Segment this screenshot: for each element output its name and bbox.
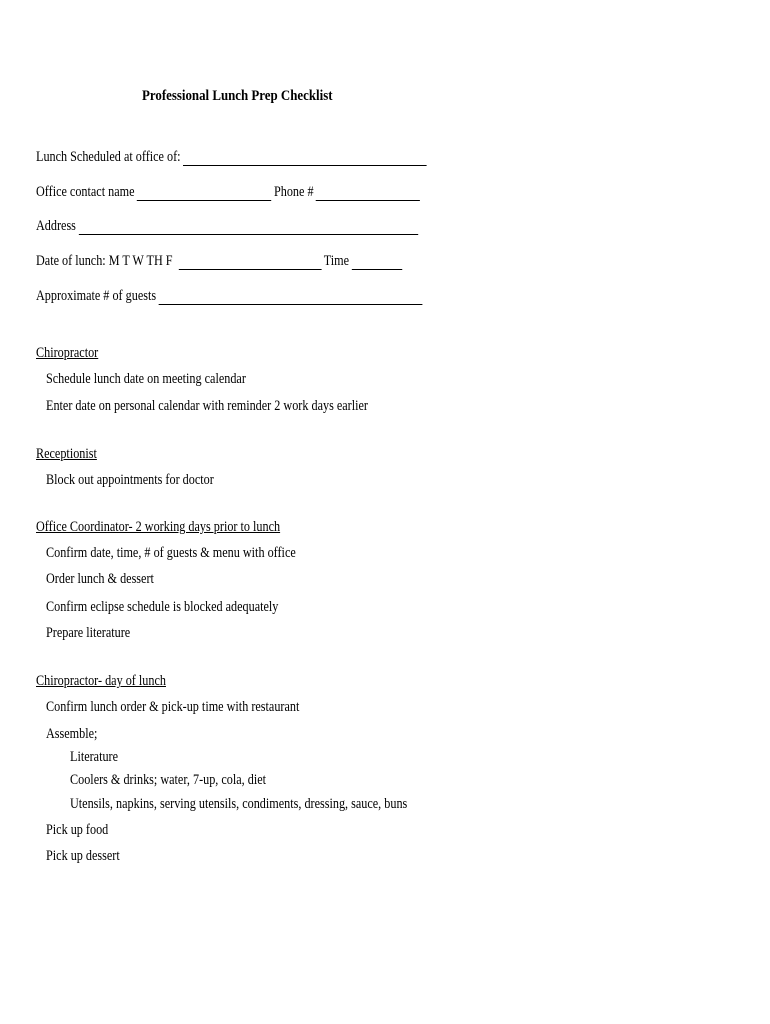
- sub-list-item: Coolers & drinks; water, 7-up, cola, diet: [70, 772, 267, 788]
- address-row: [36, 215, 420, 235]
- office-of-label: Lunch Scheduled at office of:: [36, 149, 181, 165]
- contact-name-label: Office contact name: [36, 184, 135, 200]
- phone-label: Phone #: [273, 184, 314, 200]
- list-item: Pick up food: [46, 822, 109, 838]
- office-of-row: [36, 146, 429, 166]
- guests-row: [36, 285, 425, 305]
- guests-label: Approximate # of guests: [36, 288, 157, 304]
- list-item: Assemble;: [46, 726, 98, 742]
- contact-name-blank[interactable]: [137, 186, 271, 201]
- sub-list-item: Utensils, napkins, serving utensils, condiments, dressing, sauce, buns: [70, 796, 408, 812]
- page-title: Professional Lunch Prep Checklist: [142, 88, 333, 104]
- time-blank[interactable]: [352, 255, 402, 270]
- address-label: Address: [36, 218, 76, 234]
- sub-list-item: Literature: [70, 749, 119, 765]
- list-item: Enter date on personal calendar with reminder 2 work days earlier: [46, 398, 368, 414]
- section-heading: Chiropractor- day of lunch: [36, 673, 166, 689]
- list-item: Prepare literature: [46, 625, 131, 641]
- list-item: Schedule lunch date on meeting calendar: [46, 371, 246, 387]
- time-label: Time: [323, 253, 350, 269]
- section-heading: Chiropractor: [36, 345, 99, 361]
- office-of-blank[interactable]: [183, 151, 427, 166]
- date-label: Date of lunch: M T W TH F: [36, 253, 173, 269]
- guests-blank[interactable]: [159, 290, 423, 305]
- section-heading: Receptionist: [36, 446, 97, 462]
- list-item: Block out appointments for doctor: [46, 472, 214, 488]
- date-blank[interactable]: [178, 255, 321, 270]
- list-item: Confirm lunch order & pick-up time with restaurant: [46, 699, 300, 715]
- contact-row: [36, 181, 423, 201]
- section-heading: Office Coordinator- 2 working days prior to lunch: [36, 519, 281, 535]
- date-row: [36, 250, 404, 270]
- phone-blank[interactable]: [316, 186, 420, 201]
- list-item: Order lunch & dessert: [46, 571, 154, 587]
- list-item: Confirm eclipse schedule is blocked adequately: [46, 599, 279, 615]
- address-blank[interactable]: [78, 220, 417, 235]
- list-item: Confirm date, time, # of guests & menu with office: [46, 545, 296, 561]
- list-item: Pick up dessert: [46, 848, 120, 864]
